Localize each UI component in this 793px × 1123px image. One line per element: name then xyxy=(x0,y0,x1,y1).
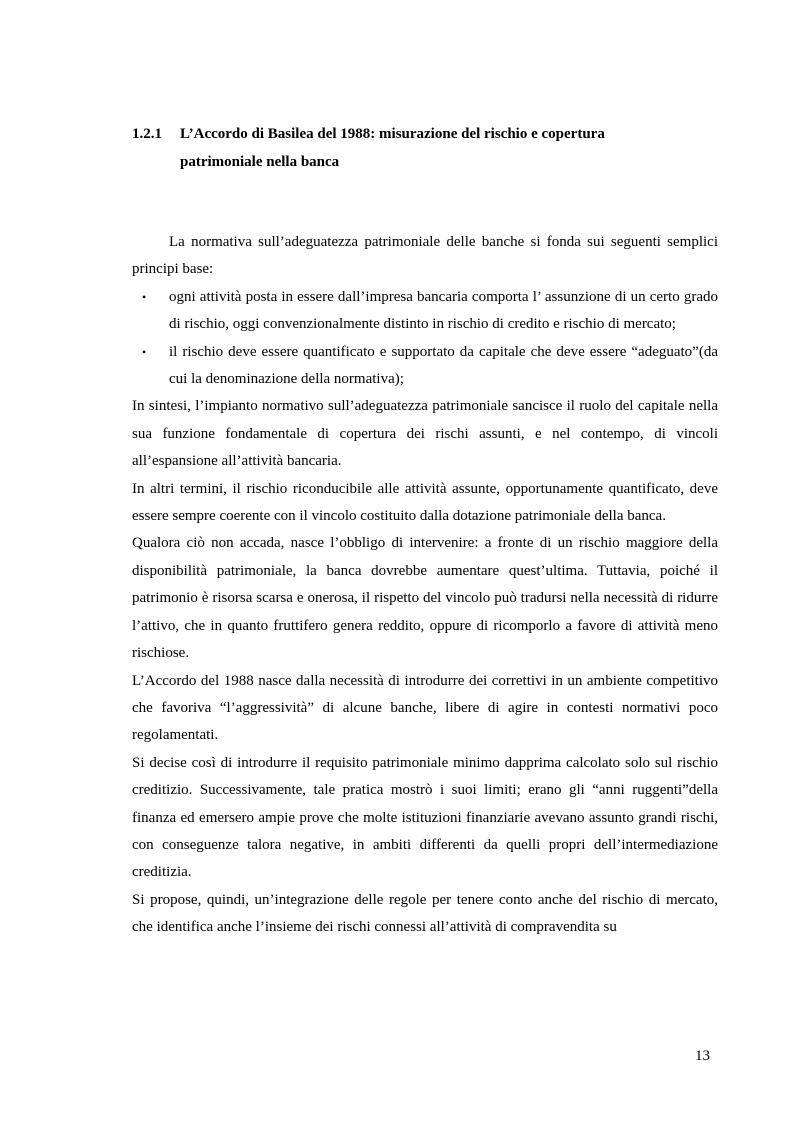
bullet-icon: • xyxy=(142,344,147,359)
paragraph: In sintesi, l’impianto normativo sull’adeguatezza patrimoniale sancisce il ruolo del capitale nella sua funzione fondamentale di copertura dei rischi assunti, e nel contempo, di vincoli all’espansione all’attività bancaria. xyxy=(132,398,718,470)
list-item xyxy=(132,339,718,394)
paragraph: Si decise così di introdurre il requisito patrimoniale minimo dapprima calcolato solo sul rischio creditizio. Successivamente, tale pratica mostrò i suoi limiti; erano gli “anni ruggenti”della finanza ed emersero ampie prove che molte istituzioni finanziarie avevano assunto grandi rischi, con conseguenze talora negative, in ambiti differenti da quelli propri dell’intermediazione creditizia. xyxy=(132,754,718,881)
list-item-text: ogni attività posta in essere dall’impresa bancaria comporta l’ assunzione di un certo grado di rischio, oggi convenzionalmente distinto in rischio di credito e rischio di mercato; xyxy=(169,288,718,333)
paragraph: Qualora ciò non accada, nasce l’obbligo di intervenire: a fronte di un rischio maggiore della disponibilità patrimoniale, la banca dovrebbe aumentare quest’ultima. Tuttavia, poiché il patrimonio è risorsa scarsa e onerosa, il rispetto del vincolo può tradursi nella necessità di ridurre l’attivo, che in quanto fruttifero genera reddito, oppure di ricomporlo a favore di attività meno rischiose. xyxy=(132,535,718,662)
section-title-line-1: L’Accordo di Basilea del 1988: misurazione del rischio e copertura xyxy=(180,126,605,142)
section-title-line-2: patrimoniale nella banca xyxy=(180,154,340,170)
section-number: 1.2.1 xyxy=(132,126,162,142)
paragraph: In altri termini, il rischio riconducibile alle attività assunte, opportunamente quantificato, deve essere sempre coerente con il vincolo costituito dalla dotazione patrimoniale della banca. xyxy=(132,480,718,525)
list-item xyxy=(132,284,718,339)
page-number: 13 xyxy=(695,1048,710,1064)
paragraph: Si propose, quindi, un’integrazione delle regole per tenere conto anche del rischio di mercato, che identifica anche l’insieme dei rischi connessi all’attività di compravendita su xyxy=(132,891,718,936)
list-item-text: il rischio deve essere quantificato e supportato da capitale che deve essere “adeguato”(da cui la denominazione della normativa); xyxy=(169,343,718,388)
principles-list xyxy=(132,284,718,394)
bullet-icon: • xyxy=(142,289,147,304)
section-heading xyxy=(132,120,672,176)
paragraph: L’Accordo del 1988 nasce dalla necessità di introdurre dei correttivi in un ambiente competitivo che favoriva “l’aggressività” di alcune banche, libere di agire in contesti normativi poco regolamentati. xyxy=(132,672,718,744)
intro-paragraph: La normativa sull’adeguatezza patrimoniale delle banche si fonda sui seguenti semplici principi base: xyxy=(132,234,718,278)
body-text xyxy=(132,229,718,942)
